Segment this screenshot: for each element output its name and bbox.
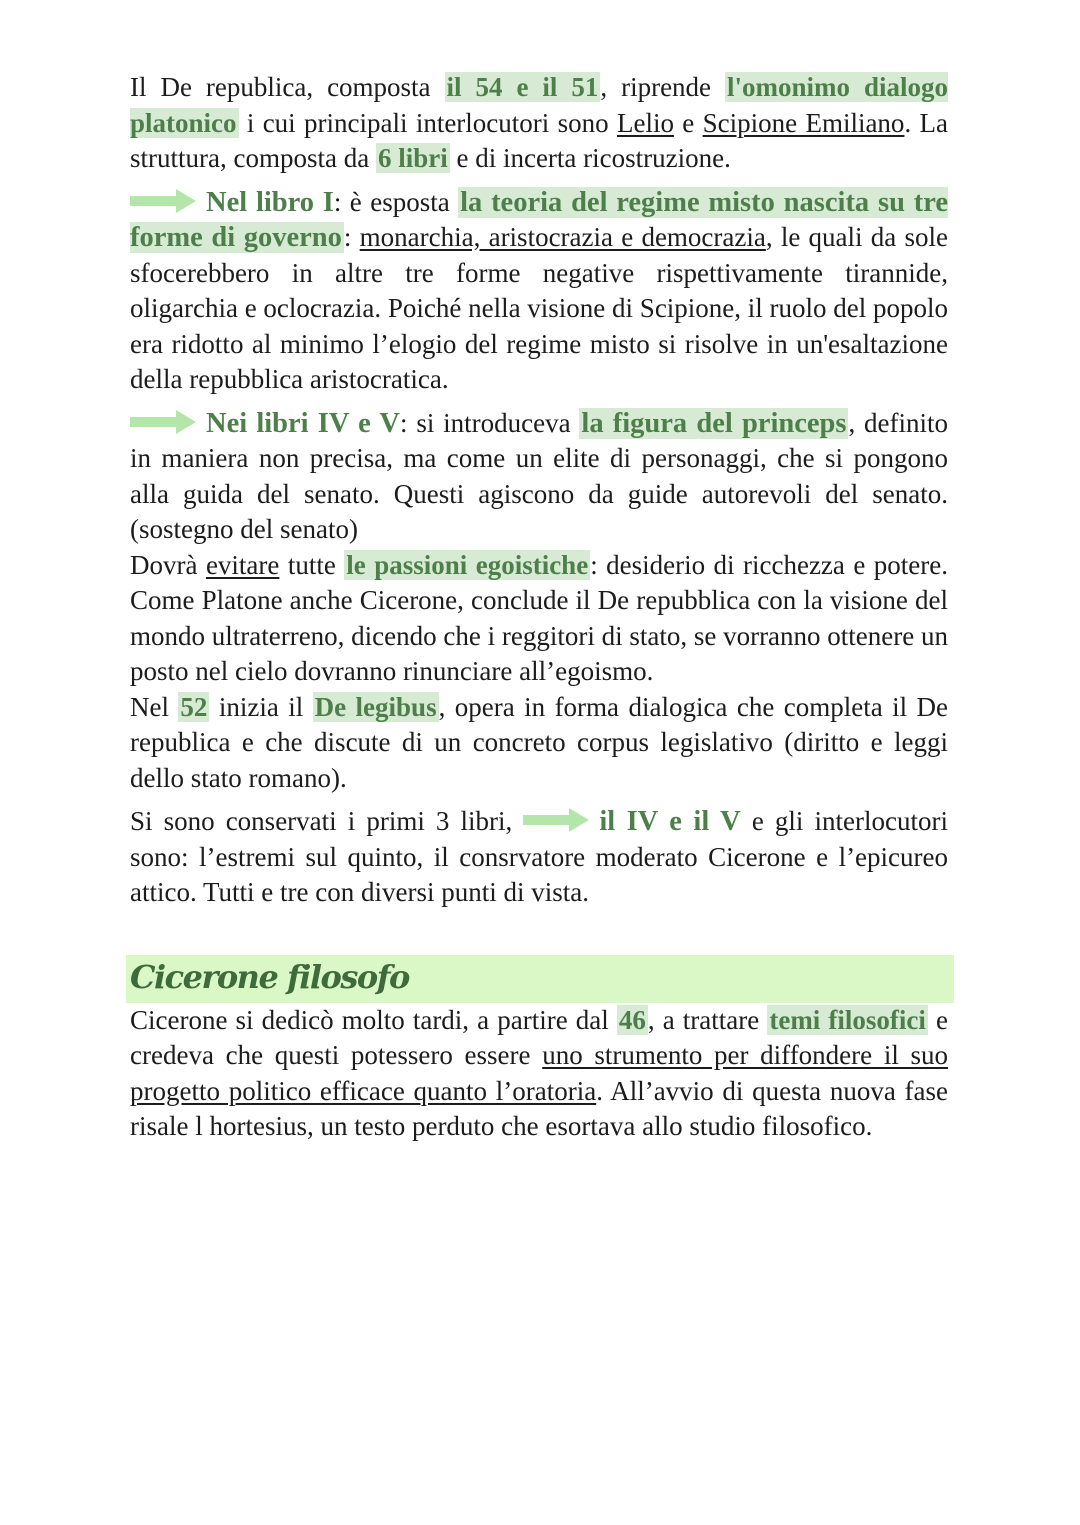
underlined-lelio: Lelio xyxy=(616,107,674,138)
text: e di incerta ricostruzione. xyxy=(449,143,731,173)
bold-lead-libri-4-5: Nei libri IV e V xyxy=(206,407,401,439)
paragraph-de-republica xyxy=(130,70,948,177)
text: : desiderio di ricchezza e potere. Come Platone anche Cicerone, conclude il De repubblica con la visione del mondo ultraterreno, dicendo che i reggitori di stato, se vorranno ottenere un posto nel cielo dovranno rinunciare all’egoismo. xyxy=(130,549,948,686)
paragraph-libro-1 xyxy=(130,185,948,398)
text: , definito in maniera non precisa, ma come un elite di personaggi, che si pongono alla guida del senato. Questi agiscono da guide autorevoli del senato. (sostegno del senato) xyxy=(130,407,949,544)
text: Cicerone si dedicò molto tardi, a partire dal xyxy=(130,1004,617,1035)
right-arrow-icon xyxy=(523,807,589,833)
text: Il De republica, composta xyxy=(130,72,445,102)
text: Dovrà xyxy=(130,549,206,580)
text: : si introduceva xyxy=(400,407,580,438)
document-page xyxy=(130,70,948,1145)
highlight-passioni-egoistiche: le passioni egoistiche xyxy=(346,549,589,580)
highlight-dates: il 54 e il 51 xyxy=(446,72,599,102)
text: , riprende xyxy=(600,72,726,102)
right-arrow-icon xyxy=(130,188,196,214)
text: e gli interlocutori sono: l’estremi sul quinto, il consrvatore moderato Cicerone e l’epicureo attico. Tutti e tre con diversi punti di vista. xyxy=(130,806,948,907)
text: inizia il xyxy=(209,691,313,722)
text: e credeva che questi potessero essere xyxy=(130,1004,948,1070)
paragraph-de-legibus xyxy=(130,690,948,797)
highlight-6-libri: 6 libri xyxy=(377,143,448,173)
text: . All’avvio di questa nuova fase risale l hortesius, un testo perduto che esortava allo studio filosofico. xyxy=(130,1075,948,1141)
text: , a trattare xyxy=(647,1004,768,1035)
section-heading: Cicerone filosofo xyxy=(126,955,954,1003)
paragraph-libri-conservati xyxy=(130,804,948,911)
paragraph-libri-4-5 xyxy=(130,406,948,548)
text: Nel xyxy=(130,691,179,722)
underlined-evitare: evitare xyxy=(205,549,280,580)
text: e xyxy=(673,107,703,138)
underlined-strumento: uno strumento per diffondere il suo progetto politico efficace quanto l’oratoria xyxy=(130,1040,948,1106)
text: tutte xyxy=(279,549,345,580)
underlined-scipione: Scipione Emiliano xyxy=(702,107,905,138)
text: Si sono conservati i primi 3 libri, xyxy=(130,806,524,836)
paragraph-passioni xyxy=(130,548,948,690)
highlight-figura-princeps: la figura del princeps xyxy=(581,407,847,439)
text: : xyxy=(343,222,360,252)
text: . La struttura, composta da xyxy=(130,107,949,173)
highlight-46: 46 xyxy=(618,1004,646,1035)
text: , le quali da sole sfocerebbero in altre tre forme negative rispettivamente tirannide, oligarchia e oclocrazia. Poiché nella visione di Scipione, il ruolo del popolo era ridotto al minimo l’elogio del regime misto si risolve in un'esaltazione della repubblica aristocratica. xyxy=(130,222,949,394)
highlight-teoria-regime-misto: la teoria del regime misto nascita su tre forme di governo xyxy=(130,186,948,253)
highlight-dialogo-platonico: l'omonimo dialogo platonico xyxy=(130,72,949,138)
highlight-temi-filosofici: temi filosofici xyxy=(769,1004,926,1035)
highlight-de-legibus: De legibus xyxy=(314,691,437,722)
right-arrow-icon xyxy=(130,409,196,435)
bold-lead-libro-1: Nel libro I xyxy=(206,186,334,218)
text: i cui principali interlocutori sono xyxy=(238,107,617,138)
highlight-52: 52 xyxy=(180,691,208,722)
underlined-forme-governo: monarchia, aristocrazia e democrazia xyxy=(359,222,766,252)
paragraph-cicerone-filosofo xyxy=(130,1003,948,1145)
text: : è esposta xyxy=(333,186,459,217)
bold-lead-libri-perduti: il IV e il V xyxy=(599,806,741,837)
text: , opera in forma dialogica che completa il De republica e che discute di un concreto corpus legislativo (diritto e leggi dello stato romano). xyxy=(130,691,949,793)
